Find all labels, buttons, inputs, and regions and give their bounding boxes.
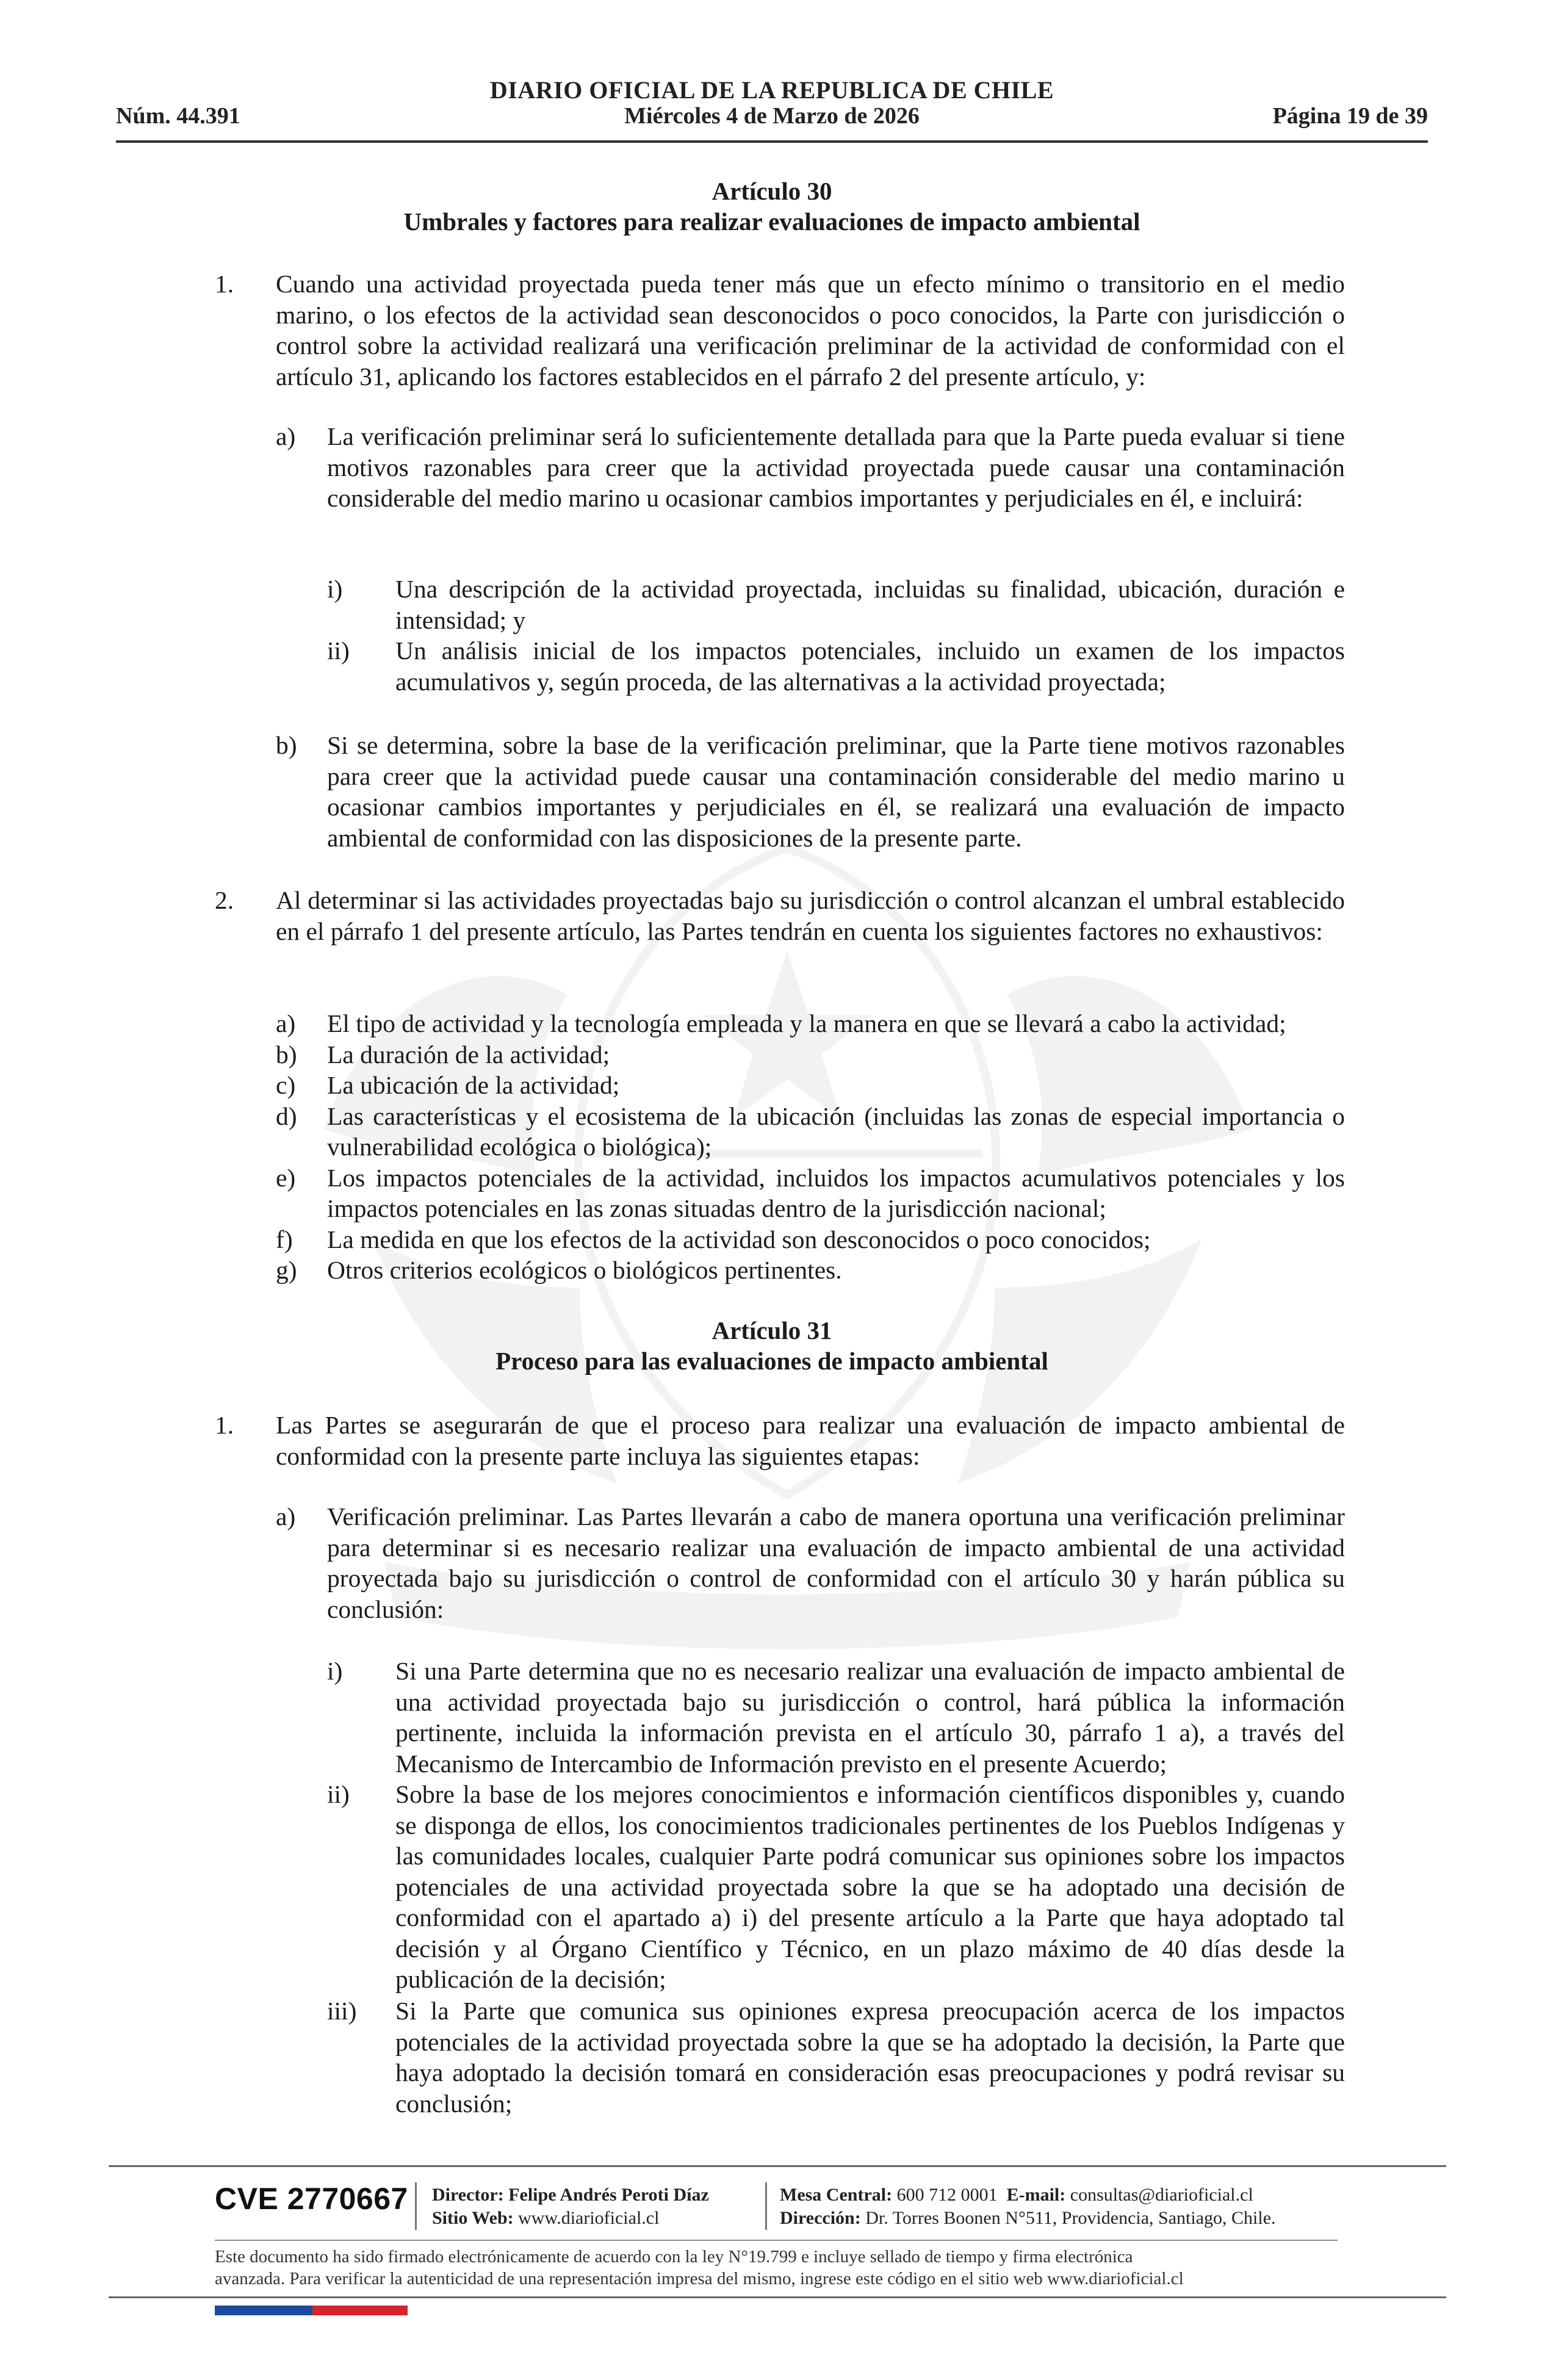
flag-stripe-blue xyxy=(215,2306,312,2315)
art31-paragraph-1 xyxy=(215,1410,1345,1471)
factor-text: Las características y el ecosistema de la ubicación (incluidas las zonas de especial importancia o vulnerabilidad ecológica o biológica); xyxy=(327,1102,1345,1161)
address-label: Dirección: xyxy=(780,2208,861,2228)
art30-subitem-ii xyxy=(327,635,1345,697)
art30-item-1b xyxy=(276,730,1345,853)
list-item xyxy=(276,1070,1345,1101)
list-item xyxy=(276,1224,1345,1255)
paragraph-text: Las Partes se asegurarán de que el proceso para realizar una evaluación de impacto ambiental de conformidad con la presente parte incluya las siguientes etapas: xyxy=(276,1411,1345,1470)
art30-subitem-i xyxy=(327,574,1345,635)
factor-list xyxy=(276,1008,1345,1286)
subitem-label: iii) xyxy=(327,1997,357,2025)
issue-number: Núm. 44.391 xyxy=(116,103,240,129)
art30-item-1a xyxy=(276,421,1345,514)
list-item xyxy=(276,1163,1345,1224)
director-line xyxy=(432,2183,762,2207)
art31-item-1a xyxy=(276,1501,1345,1625)
address-line xyxy=(780,2207,1378,2230)
factor-text: Los impactos potenciales de la actividad, incluidos los impactos acumulativos potenciales y los impactos potenciales en las zonas situadas dentro de la jurisdicción nacional; xyxy=(327,1163,1345,1222)
factor-label: g) xyxy=(276,1256,297,1284)
art30-paragraph-2 xyxy=(215,885,1345,947)
article-title: Artículo 30 xyxy=(711,177,832,205)
paragraph-text: Al determinar si las actividades proyectadas bajo su jurisdicción o control alcanzan el umbral establecido en el párrafo 1 del presente artículo, las Partes tendrán en cuenta los siguientes factores no exhaustivos: xyxy=(276,886,1345,945)
article-title: Artículo 31 xyxy=(711,1316,832,1344)
article-subtitle: Umbrales y factores para realizar evaluaciones de impacto ambiental xyxy=(403,207,1140,236)
flag-stripe-red xyxy=(312,2306,408,2315)
art31-subitem-iii xyxy=(327,1996,1345,2119)
footer-separator xyxy=(415,2182,417,2230)
item-text: La verificación preliminar será lo suficientemente detallada para que la Parte pueda evaluar si tiene motivos razonables para creer que la actividad proyectada puede causar una contaminación considerable del medio marino u ocasionar cambios importantes y perjudiciales en él, e incluirá: xyxy=(327,422,1345,512)
paragraph-text: Cuando una actividad proyectada pueda tener más que un efecto mínimo o transitorio en el medio marino, o los efectos de la actividad sean desconocidos o poco conocidos, la Parte con jurisdicción o control sobre la actividad realizará una verificación preliminar de la actividad de conformidad con el artículo 31, aplicando los factores establecidos en el párrafo 2 del presente artículo, y: xyxy=(276,270,1345,391)
list-item xyxy=(276,1255,1345,1286)
contact-line xyxy=(780,2183,1378,2207)
art31-subitem-i xyxy=(327,1656,1345,1779)
article-31-heading xyxy=(116,1315,1428,1376)
item-label: a) xyxy=(276,422,296,450)
footer-separator xyxy=(765,2182,767,2230)
subitem-text: Un análisis inicial de los impactos potenciales, incluido un examen de los impactos acumulativos y, según proceda, de las alternativas a la actividad proyectada; xyxy=(395,636,1345,696)
director-label: Director: xyxy=(432,2185,504,2205)
factor-label: c) xyxy=(276,1071,296,1099)
factor-text: Otros criterios ecológicos o biológicos pertinentes. xyxy=(327,1256,842,1284)
item-text: Si se determina, sobre la base de la verificación preliminar, que la Parte tiene motivos razonables para creer que la actividad puede causar una contaminación considerable del medio marino u ocasionar cambios importantes y perjudiciales en él, se realizará una evaluación de impacto ambiental de conformidad con las disposiciones de la presente parte. xyxy=(327,731,1345,852)
header-rule xyxy=(116,140,1428,143)
phone-label: Mesa Central: xyxy=(780,2185,893,2205)
factor-label: a) xyxy=(276,1009,296,1037)
art30-paragraph-1 xyxy=(215,269,1345,392)
paragraph-label: 2. xyxy=(215,886,234,914)
director-name: Felipe Andrés Peroti Díaz xyxy=(508,2185,709,2205)
subitem-text: Si una Parte determina que no es necesario realizar una evaluación de impacto ambiental de una actividad proyectada bajo su jurisdicción o control, hará pública la información pertinente, incluida la información prevista en el artículo 30, párrafo 1 a), a través del Mecanismo de Intercambio de Información previsto en el presente Acuerdo; xyxy=(395,1657,1345,1778)
site-line xyxy=(432,2207,762,2230)
cve-code: CVE 2770667 xyxy=(215,2182,408,2216)
site-label: Sitio Web: xyxy=(432,2208,514,2228)
factor-text: La medida en que los efectos de la actividad son desconocidos o poco conocidos; xyxy=(327,1225,1151,1253)
email-link[interactable]: consultas@diarioficial.cl xyxy=(1070,2185,1253,2205)
article-subtitle: Proceso para las evaluaciones de impacto ambiental xyxy=(495,1347,1048,1375)
notice-line: Este documento ha sido firmado electrónicamente de acuerdo con la ley N°19.799 e incluye sellado de tiempo y firma electrónica xyxy=(215,2247,1133,2266)
newspaper-title: DIARIO OFICIAL DE LA REPUBLICA DE CHILE xyxy=(489,76,1054,104)
address-value: Dr. Torres Boonen N°511, Providencia, Santiago, Chile. xyxy=(865,2208,1276,2228)
item-text: Verificación preliminar. Las Partes llevarán a cabo de manera oportuna una verificación preliminar para determinar si es necesario realizar una evaluación de impacto ambiental de una actividad proyectada bajo su jurisdicción o control de conformidad con el artículo 30 y harán pública su conclusión: xyxy=(327,1502,1345,1623)
factor-text: La duración de la actividad; xyxy=(327,1040,610,1069)
footer-editorial xyxy=(432,2183,762,2230)
issue-date: Miércoles 4 de Marzo de 2026 xyxy=(624,103,920,129)
subitem-label: i) xyxy=(327,1657,343,1685)
subitem-label: i) xyxy=(327,575,343,603)
subitem-text: Una descripción de la actividad proyectada, incluidas su finalidad, ubicación, duración e intensidad; y xyxy=(395,575,1345,634)
site-link[interactable]: www.diarioficial.cl xyxy=(518,2208,660,2228)
subitem-text: Si la Parte que comunica sus opiniones expresa preocupación acerca de los impactos potenciales de la actividad proyectada sobre la que se ha adoptado la decisión, la Parte que haya adoptado la decisión tomará en consideración esas preocupaciones y podrá revisar su conclusión; xyxy=(395,1997,1345,2118)
email-label: E-mail: xyxy=(1006,2185,1066,2205)
factor-label: e) xyxy=(276,1163,296,1192)
paragraph-label: 1. xyxy=(215,1411,234,1439)
list-item xyxy=(276,1101,1345,1163)
item-label: b) xyxy=(276,731,297,759)
list-item xyxy=(276,1008,1345,1039)
page-number: Página 19 de 39 xyxy=(1272,103,1428,129)
subitem-text: Sobre la base de los mejores conocimientos e información científicos disponibles y, cuando se disponga de ellos, los conocimientos tradicionales pertinentes de los Pueblos Indígenas y las comunidades locales, cualquier Parte podrá comunicar sus opiniones sobre los impactos potenciales de una actividad proyectada sobre la que se ha adoptado una decisión de conformidad con el apartado a) i) del presente artículo a la Parte que haya adoptado tal decisión y al Órgano Científico y Técnico, en un plazo máximo de 40 días desde la publicación de la decisión; xyxy=(395,1780,1345,1993)
factor-label: b) xyxy=(276,1040,297,1069)
factor-label: f) xyxy=(276,1225,293,1253)
factor-text: El tipo de actividad y la tecnología empleada y la manera en que se llevará a cabo la actividad; xyxy=(327,1009,1286,1037)
subitem-label: ii) xyxy=(327,636,350,665)
factor-label: d) xyxy=(276,1102,297,1130)
phone-value: 600 712 0001 xyxy=(896,2185,998,2205)
notice-line: avanzada. Para verificar la autenticidad de una representación impresa del mismo, ingrese este código en el sitio web www.diarioficial.cl xyxy=(215,2269,1184,2288)
footer-contact xyxy=(780,2183,1378,2230)
footer-mid-rule xyxy=(215,2240,1338,2241)
header-row xyxy=(116,103,1428,133)
footer-bottom-rule xyxy=(109,2296,1446,2298)
article-30-heading xyxy=(116,176,1428,237)
footer-top-rule xyxy=(109,2165,1446,2167)
factor-text: La ubicación de la actividad; xyxy=(327,1071,620,1099)
art31-subitem-ii xyxy=(327,1779,1345,1995)
signature-notice xyxy=(215,2246,1338,2290)
subitem-label: ii) xyxy=(327,1780,350,1808)
paragraph-label: 1. xyxy=(215,270,234,298)
item-label: a) xyxy=(276,1502,296,1531)
list-item xyxy=(276,1039,1345,1070)
